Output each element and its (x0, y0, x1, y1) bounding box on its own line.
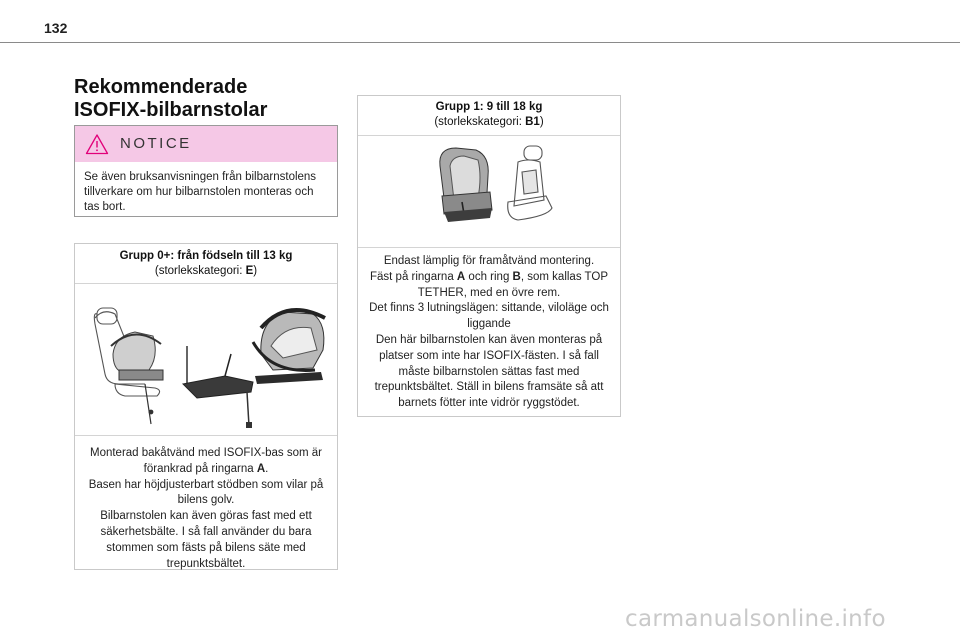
watermark: carmanualsonline.info (625, 606, 886, 632)
page-title-line1: Rekommenderade (74, 76, 248, 98)
notice-header (75, 126, 337, 162)
warning-triangle-icon (85, 133, 109, 155)
notice-text: Se även bruksanvisningen från bilbarnstolens tillverkare om hur bilbarnstolen monteras och tas bort. (84, 171, 317, 213)
page-title-line2: ISOFIX-bilbarnstolar (74, 99, 268, 121)
group1-title: Grupp 1: 9 till 18 kg (435, 101, 543, 113)
notice-box (74, 125, 338, 217)
group0-size: (storlekskategori: E) (154, 265, 258, 277)
group1-card (357, 95, 621, 417)
group0-header (75, 244, 337, 284)
infant-carrier-isofix-base-illustration (75, 284, 337, 435)
header-divider (0, 42, 960, 43)
notice-label: NOTICE (120, 135, 192, 152)
group0-card (74, 243, 338, 570)
group1-header (358, 96, 620, 136)
group0-illustration (75, 284, 337, 436)
page-number: 132 (44, 20, 68, 36)
group1-description: Endast lämplig för framåtvänd montering. Fäst på ringarna A och ring B, som kallas TOP TETHER, med en övre rem. Det finns 3 lutningslägen: sittande, viloläge och liggande Den här bilbarnstolen kan även monteras på platser som inte har ISOFIX-fästen. I så fall måste bilbarnstolen sättas fast med trepunktsbältet. Ställ in bilens framsäte så att barnets fötter inte vidrör ryggstödet. (369, 255, 609, 410)
page-title (74, 76, 344, 122)
forward-facing-child-seat-illustration (358, 136, 620, 247)
group1-illustration (358, 136, 620, 248)
group1-size: (storlekskategori: B1) (434, 116, 544, 128)
group0-description: Monterad bakåtvänd med ISOFIX-bas som är förankrad på ringarna A. Basen har höjdjusterbart stödben som vilar på bilens golv. Bilbarnstolen kan även göras fast med ett säkerhetsbälte. I så fall använder du bara stommen som fästs på bilens säte med trepunktsbältet. (88, 447, 324, 570)
group0-title: Grupp 0+: från födseln till 13 kg (119, 250, 293, 262)
